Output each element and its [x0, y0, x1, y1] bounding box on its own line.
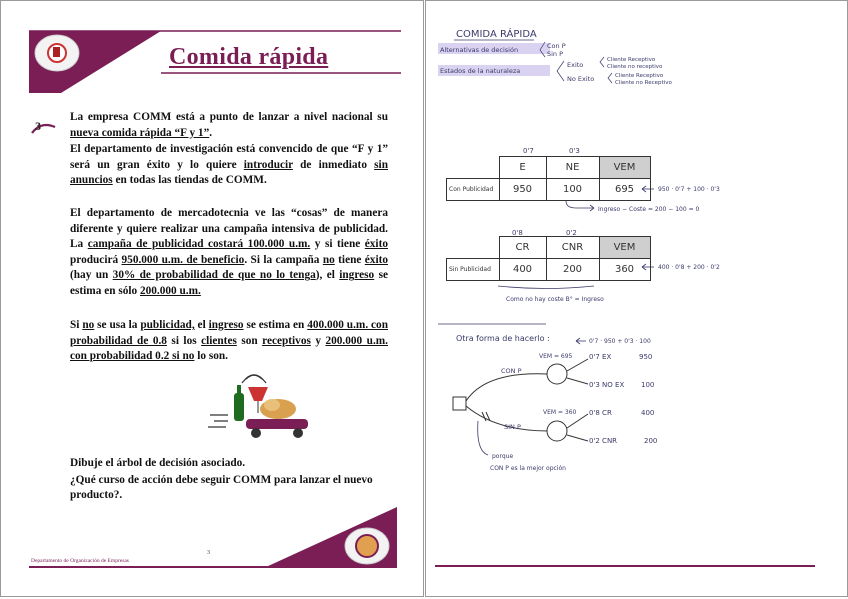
alternatives-label: Alternativas de decisión: [440, 46, 519, 54]
footer-decoration: [1, 501, 424, 581]
footer-department: Departamento de Organización de Empresas: [31, 558, 129, 564]
table2-formula: 400 · 0'8 + 200 · 0'2: [658, 264, 720, 271]
outcome-2: 0'3 NO EX: [589, 381, 625, 389]
alt-option-2: Sin P: [547, 50, 564, 58]
paragraph-1: La empresa COMM está a punto de lanzar a nivel nacional su nueva comida rápida “F y 1”.: [70, 111, 388, 139]
table1-cell-vem: 695: [599, 179, 650, 201]
branch-con-p: CON P: [501, 367, 522, 375]
chance-node-1: [547, 364, 567, 384]
tree-heading: Otra forma de hacerlo :: [456, 334, 550, 343]
page-number: 3: [207, 550, 210, 556]
decision-node: [453, 397, 466, 410]
tree-formula: 0'7 · 950 + 0'3 · 100: [589, 338, 651, 345]
fast-food-illustration: [206, 371, 326, 446]
outcome-3-value: 400: [641, 409, 655, 417]
outcome-1: 0'7 EX: [589, 353, 612, 361]
table1-cell-e: 950: [499, 179, 546, 201]
paragraph-3: El departamento de mercadotecnia ve las “cosas” de manera diferente y quiere realizar una campaña intensiva de publicidad. La campaña de publicidad costará 100.000 u.m. y si tiene éxito producirá 950.000 u.m. de beneficio. Si la campaña no tiene éxito (hay un 30% de probabilidad de que no lo tenga), el ingreso se estima en sólo 200.000 u.m.: [70, 207, 388, 297]
cliente-no-receptivo-2: Cliente no Receptivo: [615, 80, 672, 86]
question-1: Dibuje el árbol de decisión asociado.: [70, 457, 246, 469]
alt-option-1: Con P: [547, 42, 566, 50]
outcome-1-value: 950: [639, 353, 653, 361]
payoff-table-2: [446, 236, 651, 281]
footer-rule: [29, 566, 397, 568]
table2-header-cr: CR: [499, 237, 546, 259]
outcome-4: 0'2 CNR: [589, 437, 618, 445]
footer-rule-right: [435, 565, 815, 567]
payoff-table-1: [446, 156, 651, 201]
state-no-exito: No Exito: [567, 75, 595, 83]
paragraph-2: El departamento de investigación está convencido de que “F y 1” será un gran éxito y lo quiere introducir de inmediato sin anuncios en todas las tiendas de COMM.: [70, 143, 388, 187]
vem-1: VEM = 695: [539, 353, 573, 360]
right-page: [425, 0, 848, 597]
table2-header-cnr: CNR: [546, 237, 599, 259]
outcome-3: 0'8 CR: [589, 409, 612, 417]
table1-prob-e: 0'7: [523, 147, 534, 155]
handwritten-notes: [426, 1, 848, 597]
table2-cell-cr: 400: [499, 259, 546, 281]
table1-prob-ne: 0'3: [569, 147, 580, 155]
cliente-no-receptivo-1: Cliente no receptivo: [607, 64, 663, 70]
left-page: [0, 0, 424, 597]
question-2: ¿Qué curso de acción debe seguir COMM para lanzar el nuevo producto?.: [70, 474, 373, 502]
chance-node-2: [547, 421, 567, 441]
table1-row-label: Con Publicidad: [447, 179, 500, 201]
outcome-4-value: 200: [644, 437, 658, 445]
cliente-receptivo-1: Cliente Receptivo: [607, 57, 656, 63]
vem-2: VEM = 360: [543, 409, 577, 416]
table2-header-vem: VEM: [599, 237, 650, 259]
table2-prob-cnr: 0'2: [566, 229, 577, 237]
table1-cell-ne: 100: [546, 179, 599, 201]
table1-note: Ingreso − Coste = 200 − 100 = 0: [598, 206, 700, 213]
conclusion-text: CON P es la mejor opción: [490, 465, 566, 472]
table1-header-vem: VEM: [599, 157, 650, 179]
page-title: Comida rápida: [169, 44, 329, 70]
table2-row-label: Sin Publicidad: [447, 259, 500, 281]
states-label: Estados de la naturaleza: [440, 67, 521, 75]
conclusion-porque: porque: [492, 453, 514, 460]
branch-sin-p: SIN P: [504, 423, 521, 431]
table2-cell-cnr: 200: [546, 259, 599, 281]
notes-heading: COMIDA RÁPIDA: [456, 29, 537, 40]
paragraph-4: Si no se usa la publicidad, el ingreso se estima en 400.000 u.m. con probabilidad de 0.8 si los clientes son receptivos y 200.000 u.m. con probabilidad 0.2 si no lo son.: [70, 319, 388, 363]
table1-header-e: E: [499, 157, 546, 179]
bullet-icon: [29, 115, 59, 139]
table1-formula: 950 · 0'7 + 100 · 0'3: [658, 186, 720, 193]
table2-note: Como no hay coste B° = Ingreso: [506, 296, 604, 303]
cliente-receptivo-2: Cliente Receptivo: [615, 73, 664, 79]
table2-prob-cr: 0'8: [512, 229, 523, 237]
table1-header-ne: NE: [546, 157, 599, 179]
problem-number: 3: [35, 119, 41, 133]
table2-cell-vem: 360: [599, 259, 650, 281]
outcome-2-value: 100: [641, 381, 655, 389]
state-exito: Exito: [567, 61, 584, 69]
